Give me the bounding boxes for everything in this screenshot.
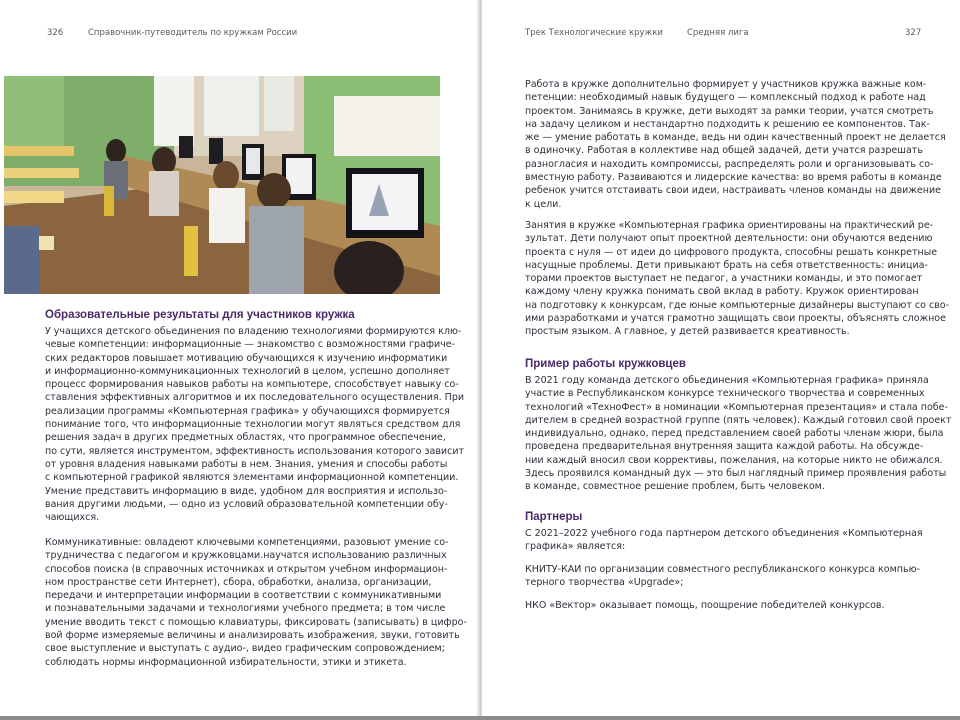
text-line: Работа в кружке дополнительно формирует у участников кружка важные ком-: [525, 79, 927, 90]
text-line: ими разработками и учатся грамотно защищать свои проекты, объяснять сложное: [525, 313, 946, 325]
text-line: У учащихся детского обьединения по владению технологиями формируются клю-: [45, 326, 462, 337]
text-line: торами проектов выступает не педагог, а участники команды, и это помогает: [525, 273, 923, 285]
text-line: трудничества с педагогом и кружковцами.научатся использованию различных: [45, 550, 447, 562]
text-line: индивидуально, однако, перед представлением своей работы членам жюри, была: [525, 428, 944, 440]
section-heading-educational-results: Образовательные результаты для участников кружка: [45, 309, 355, 321]
text-line: ном пространстве сети Интернет), сбора, обработки, анализа, организации,: [45, 576, 432, 588]
page-bottom-edge: [0, 716, 960, 720]
text-line: свое выступление и выступать с аудио-, видео графическим сопровождением;: [45, 643, 445, 655]
text-line: участие в Республиканском конкурсе технического творчества и современных: [525, 388, 925, 400]
text-line: способов поиска (в справочных источниках и открытом учебном информацион-: [45, 563, 448, 575]
text-line: в команде, совместное решение проблем, быть человеком.: [525, 481, 825, 493]
text-line: же — умение работать в команде, ведь ни один качественный проект не делается: [525, 132, 946, 144]
running-head-left: Справочник-путеводитель по кружкам России: [88, 28, 298, 38]
right-paragraph-6: [525, 599, 885, 612]
running-head-league: Средняя лига: [687, 28, 749, 38]
left-page: [0, 0, 478, 720]
text-line: по сути, является инструментом, эффективность использования которого зависит: [45, 445, 465, 457]
text-line: С 2021–2022 учебного года партнером детского объединения «Компьютерная: [525, 528, 923, 539]
left-paragraph-2: [45, 536, 467, 669]
left-paragraph-1: [45, 325, 464, 524]
right-paragraph-5: [525, 563, 920, 590]
section-heading-partners: Партнеры: [525, 511, 583, 523]
classroom-photo: [4, 76, 440, 294]
text-line: и информационно-коммуникационных технологий в целом, успешно дополняет: [45, 365, 450, 377]
right-page: [482, 0, 960, 720]
right-paragraph-3: [525, 374, 951, 494]
text-line: ребенок учится отстаивать свои идеи, настраивать членов команды на движение: [525, 185, 941, 197]
text-line: нии каждый вносил свои коррективы, пожелания, на которые никто не обижался.: [525, 454, 943, 466]
classroom-photo-icon: [4, 76, 440, 294]
text-line: процесс формирования навыков работы на компьютере, способствует навыку со-: [45, 379, 459, 391]
text-line: понимание того, что информационные технологии могут являться средством для: [45, 419, 461, 431]
text-line: НКО «Вектор» оказывает помощь, поощрение победителей конкурсов.: [525, 600, 885, 611]
text-line: петенции: необходимый навык будущего — комплексный подход к работе над: [525, 92, 926, 104]
text-line: зультат. Дети получают опыт проектной деятельности: они обучаются ведению: [525, 233, 933, 245]
text-line: Умение представить информацию в виде, удобном для восприятия и использо-: [45, 485, 448, 497]
text-line: умение вводить текст с помощью клавиатуры, фиксировать (записывать) в цифро-: [45, 616, 467, 628]
text-line: вания другими людьми, — одно из условий образовательной компетенции обу-: [45, 498, 448, 510]
text-line: Коммуникативные: овладеют ключевыми компетенциями, разовьют умение со-: [45, 537, 449, 548]
text-line: технологий «ТехноФест» в номинации «Компьютерная презентация» и стала побе-: [525, 401, 948, 413]
section-heading-example: Пример работы кружковцев: [525, 358, 686, 370]
right-paragraph-1: [525, 78, 946, 211]
text-line: от уровня владения навыками работы в нем. Знания, умения и способы работы: [45, 458, 448, 470]
text-line: графика» является:: [525, 541, 626, 553]
text-line: насущные проблемы. Дети привыкают брать на себя ответственность: инициа-: [525, 259, 928, 271]
text-line: с компьютерной графикой являются элементами информационной компетенции.: [45, 472, 459, 484]
text-line: разногласия и находить компромиссы, распределять роли и организовывать со-: [525, 158, 934, 170]
text-line: В 2021 году команда детского обьединения «Компьютерная графика» приняла: [525, 375, 929, 386]
text-line: чающихся.: [45, 512, 100, 524]
text-line: соблюдать нормы информационной избирательности, этики и этикета.: [45, 656, 407, 668]
text-line: простым языком. А главное, у детей развивается креативность.: [525, 326, 850, 338]
page-number-right: 327: [905, 28, 922, 38]
text-line: проектом. Занимаясь в кружке, дети выходят за рамки теории, учатся смотреть: [525, 105, 934, 117]
right-paragraph-4: [525, 527, 923, 554]
text-line: решения задач в других предметных областях, что программное обеспечение,: [45, 432, 446, 444]
text-line: на задачу целиком и нестандартно подходить к решению ее компонентов. Так-: [525, 118, 930, 130]
text-line: реализации программы «Компьютерная графика» у обучающихся формируется: [45, 405, 450, 417]
text-line: Здесь проявился командный дух — это был наглядный пример проявления работы: [525, 468, 947, 480]
running-head-track: Трек Технологические кружки: [525, 28, 663, 38]
text-line: к цели.: [525, 198, 562, 210]
text-line: вой форме измеряемые величины и анализировать изображения, звуки, готовить: [45, 630, 460, 642]
text-line: проекта с нуля — от идеи до цифрового продукта, способны решать конкретные: [525, 246, 938, 258]
text-line: передачи и интерпретации информации в соответствии с коммуникативными: [45, 590, 442, 602]
text-line: вместную работу. Развиваются и лидерские качества: во время работы в команде: [525, 172, 942, 184]
text-line: ских редакторов повышает мотивацию обучающихся к изучению информатики: [45, 352, 448, 364]
text-line: на подготовку к конкурсам, где юные компьютерные дизайнеры выступают со сво-: [525, 299, 950, 311]
page-number-left: 326: [47, 28, 64, 38]
text-line: терного творчества «Upgrade»;: [525, 577, 684, 589]
text-line: ставления эффективных алгоритмов и их последовательного осуществления. При: [45, 392, 465, 404]
text-line: дителем в средней возрастной группе (пять человек). Каждый готовил свой проект: [525, 414, 952, 426]
text-line: чевые компетенции: информационные — знакомство с возможностями графиче-: [45, 339, 456, 351]
text-line: КНИТУ-КАИ по организации совместного республиканского конкурса компью-: [525, 564, 920, 575]
text-line: проведена предварительная внутренняя защита каждой работы. На обсужде-: [525, 441, 924, 453]
text-line: Занятия в кружке «Компьютерная графика ориентированы на практический ре-: [525, 220, 934, 231]
text-line: и познавательными задачами и технологиями учебного предмета; в том числе: [45, 603, 446, 615]
text-line: в одиночку. Работая в коллективе над общей задачей, дети учатся разрешать: [525, 145, 923, 157]
right-paragraph-2: [525, 219, 949, 339]
text-line: каждому члену кружка понимать свой вклад в работу. Кружок ориентирован: [525, 286, 919, 298]
